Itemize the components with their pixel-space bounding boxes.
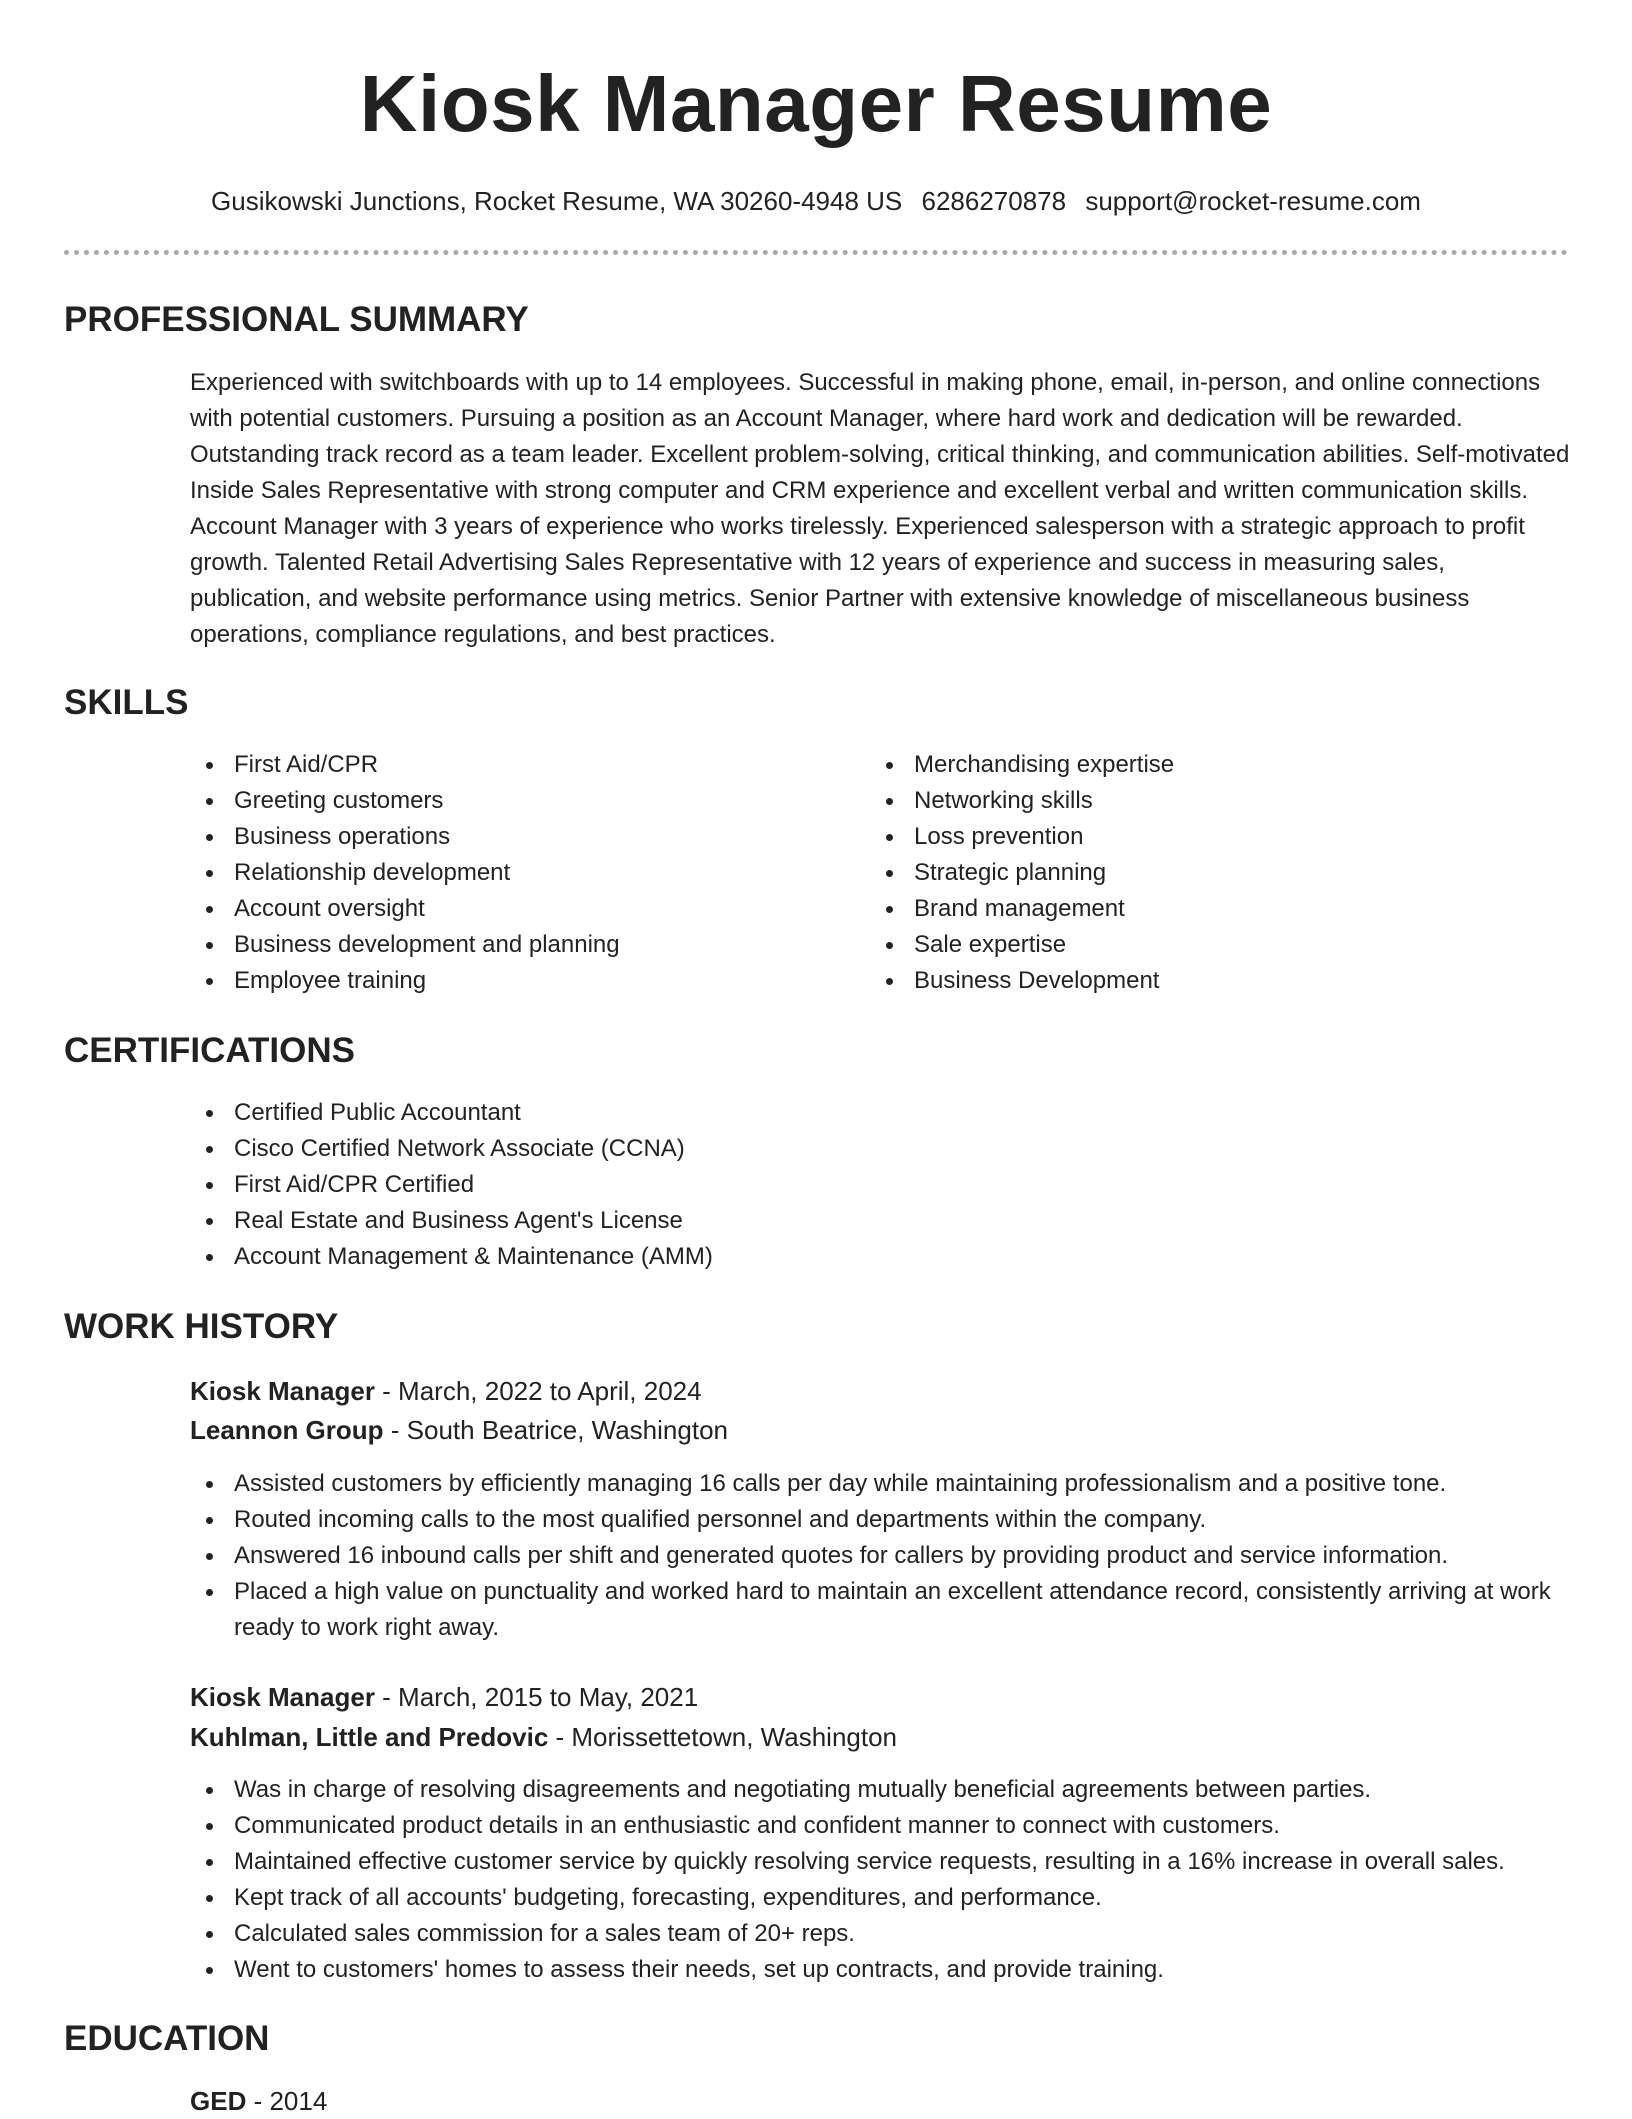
list-item: Communicated product details in an enthusiastic and confident manner to connect with customers.	[190, 1808, 1614, 1844]
list-item: Maintained effective customer service by quickly resolving service requests, resulting in a 16% increase in overall sales.	[190, 1844, 1614, 1880]
job-dates: - March, 2022 to April, 2024	[374, 1376, 702, 1406]
list-item: Account Management & Maintenance (AMM)	[190, 1239, 1490, 1275]
list-item: Employee training	[190, 963, 850, 999]
summary-heading: PROFESSIONAL SUMMARY	[64, 300, 529, 339]
certifications-heading: CERTIFICATIONS	[64, 1031, 356, 1070]
list-item: Was in charge of resolving disagreements and negotiating mutually beneficial agreements between parties.	[190, 1772, 1614, 1808]
job-title: Kiosk Manager	[190, 1376, 375, 1406]
education-line	[190, 2083, 327, 2119]
email: support@rocket-resume.com	[1085, 186, 1421, 216]
list-item: Business development and planning	[190, 927, 850, 963]
job-bullets	[190, 1772, 1614, 1988]
list-item: Networking skills	[870, 783, 1530, 819]
list-item: Real Estate and Business Agent's License	[190, 1203, 1490, 1239]
list-item: First Aid/CPR	[190, 747, 850, 783]
skills-list-right	[870, 747, 1530, 999]
list-item: Merchandising expertise	[870, 747, 1530, 783]
list-item: Business operations	[190, 819, 850, 855]
resume-title: Kiosk Manager Resume	[359, 59, 1273, 148]
list-item: Kept track of all accounts' budgeting, forecasting, expenditures, and performance.	[190, 1880, 1614, 1916]
job-company-line	[190, 1719, 897, 1755]
resume-page	[64, 0, 1570, 2116]
job-title-line	[190, 1679, 698, 1715]
job-location: - South Beatrice, Washington	[383, 1415, 728, 1445]
address: Gusikowski Junctions, Rocket Resume, WA 30260-4948 US	[211, 186, 903, 216]
list-item: Account oversight	[190, 891, 850, 927]
list-item: Relationship development	[190, 855, 850, 891]
list-item: Business Development	[870, 963, 1530, 999]
degree: GED	[190, 2086, 247, 2116]
job-company: Kuhlman, Little and Predovic	[190, 1722, 549, 1752]
education-heading: EDUCATION	[64, 2019, 270, 2058]
work-history-heading: WORK HISTORY	[64, 1307, 339, 1346]
list-item: Answered 16 inbound calls per shift and generated quotes for callers by providing product and service information.	[190, 1538, 1614, 1574]
job-bullets	[190, 1466, 1614, 1646]
contact-line	[64, 184, 1568, 218]
summary-text: Experienced with switchboards with up to 14 employees. Successful in making phone, email, in-person, and online connections with potential customers. Pursuing a position as an Account Manager, where hard work and dedication will be rewarded. Outstanding track record as a team leader. Excellent problem-solving, critical thinking, and communication abilities. Self-motivated Inside Sales Representative with strong computer and CRM experience and excellent verbal and written communication skills. Account Manager with 3 years of experience who works tirelessly. Experienced salesperson with a strategic approach to profit growth. Talented Retail Advertising Sales Representative with 12 years of experience and success in measuring sales, publication, and website performance using metrics. Senior Partner with extensive knowledge of miscellaneous business operations, compliance regulations, and best practices.	[190, 369, 1570, 648]
job-company-line	[190, 1412, 728, 1448]
phone: 6286270878	[921, 186, 1067, 216]
list-item: Calculated sales commission for a sales team of 20+ reps.	[190, 1916, 1614, 1952]
job-location: - Morissettetown, Washington	[548, 1722, 898, 1752]
job-title: Kiosk Manager	[190, 1682, 375, 1712]
list-item: Brand management	[870, 891, 1530, 927]
list-item: Routed incoming calls to the most qualified personnel and departments within the company.	[190, 1502, 1614, 1538]
skills-list-left	[190, 747, 850, 999]
education-year: - 2014	[246, 2086, 328, 2116]
job-dates: - March, 2015 to May, 2021	[374, 1682, 699, 1712]
list-item: Sale expertise	[870, 927, 1530, 963]
list-item: Greeting customers	[190, 783, 850, 819]
list-item: Assisted customers by efficiently managing 16 calls per day while maintaining professionalism and a positive tone.	[190, 1466, 1614, 1502]
header-divider	[64, 250, 1568, 255]
list-item: Placed a high value on punctuality and worked hard to maintain an excellent attendance record, consistently arriving at work ready to work right away.	[190, 1574, 1614, 1646]
list-item: Cisco Certified Network Associate (CCNA)	[190, 1131, 1490, 1167]
job-title-line	[190, 1373, 702, 1409]
job-company: Leannon Group	[190, 1415, 384, 1445]
list-item: First Aid/CPR Certified	[190, 1167, 1490, 1203]
certifications-list	[190, 1095, 1490, 1275]
skills-heading: SKILLS	[64, 683, 189, 722]
list-item: Went to customers' homes to assess their needs, set up contracts, and provide training.	[190, 1952, 1614, 1988]
list-item: Loss prevention	[870, 819, 1530, 855]
list-item: Certified Public Accountant	[190, 1095, 1490, 1131]
list-item: Strategic planning	[870, 855, 1530, 891]
